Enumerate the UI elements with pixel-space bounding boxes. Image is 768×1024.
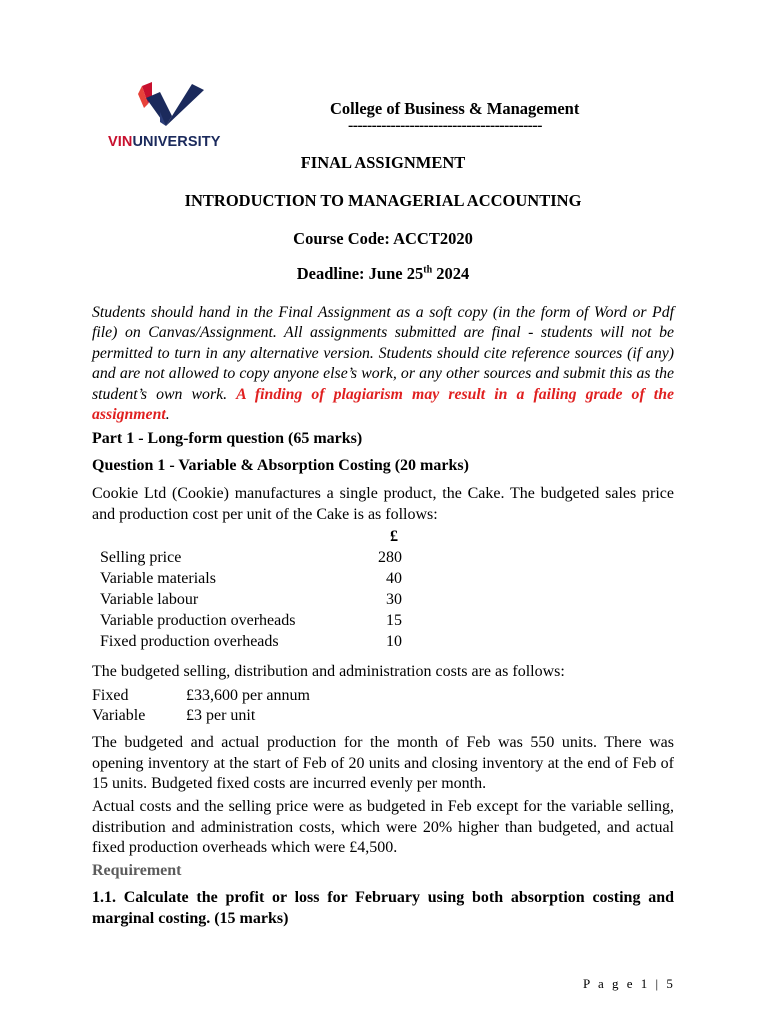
deadline-superscript: th: [423, 264, 433, 276]
deadline-suffix: 2024: [432, 264, 470, 283]
row-value: 10: [386, 633, 402, 650]
course-name: INTRODUCTION TO MANAGERIAL ACCOUNTING: [184, 191, 582, 210]
header-divider: -----------------------------------------: [348, 117, 542, 134]
assignment-title: FINAL ASSIGNMENT: [300, 153, 466, 172]
admin-costs-paragraph: The budgeted selling, distribution and administration costs are as follows:: [92, 663, 565, 680]
table-row: [100, 570, 420, 591]
row-label: Variable labour: [100, 591, 199, 608]
row-label: Selling price: [100, 549, 182, 566]
actual-costs-paragraph: Actual costs and the selling price were as budgeted in Feb except for the variable selling, distribution and administration costs, which were 20% higher than budgeted, and actual fixed production overheads which were £4,500.: [92, 798, 674, 856]
row-value: 40: [386, 570, 402, 587]
cost-key: Fixed: [92, 687, 129, 704]
row-label: Variable materials: [100, 570, 216, 587]
requirement-question: 1.1. Calculate the profit or loss for February using both absorption costing and marginal costing. (15 marks): [92, 889, 674, 927]
table-header-row: [100, 528, 420, 549]
page-number: P a g e 1 | 5: [583, 976, 676, 991]
production-paragraph: The budgeted and actual production for the month of Feb was 550 units. There was opening inventory at the start of Feb of 20 units and closing inventory at the end of Feb of 15 units. Budgeted fixed costs are incurred evenly per month.: [92, 734, 674, 792]
cost-value: £3 per unit: [186, 707, 256, 724]
plagiarism-warning: A finding of plagiarism may result in a failing grade of the assignment: [92, 385, 674, 424]
table-row: [100, 549, 420, 570]
requirement-heading: Requirement: [92, 862, 182, 879]
cost-value: £33,600 per annum: [186, 687, 310, 704]
logo-wordmark-vin: VIN: [108, 134, 133, 150]
deadline: [92, 264, 674, 284]
logo-emblem-icon: [108, 82, 230, 134]
course-code: Course Code: ACCT2020: [293, 229, 473, 248]
instructions-end: .: [165, 406, 170, 424]
table-row: [100, 612, 420, 633]
currency-header: £: [390, 528, 398, 545]
deadline-prefix: Deadline: June 25: [296, 264, 424, 283]
row-value: 280: [378, 549, 402, 566]
row-label: Fixed production overheads: [100, 633, 279, 650]
submission-instructions: [92, 303, 674, 425]
row-label: Variable production overheads: [100, 612, 296, 629]
row-value: 30: [386, 591, 402, 608]
question-heading: Question 1 - Variable & Absorption Costing (20 marks): [92, 457, 469, 474]
row-value: 15: [386, 612, 402, 629]
logo-wordmark-university: UNIVERSITY: [132, 134, 221, 150]
logo-wordmark: [108, 134, 221, 150]
cost-key: Variable: [92, 707, 146, 724]
vinuniversity-logo: [108, 82, 230, 154]
unit-cost-table: [100, 528, 420, 654]
table-row: [100, 633, 420, 654]
instructions-text: Students should hand in the Final Assignment as a soft copy (in the form of Word or Pdf file) on Canvas/Assignment. All assignments submitted are final - students will not be permitted to turn in any alternative version. Students should cite reference sources (if any) and are not allowed to copy anyone else’s work, or any other sources and submit this as the student’s own work.: [92, 304, 674, 403]
table-row: [100, 591, 420, 612]
college-name: College of Business & Management: [330, 99, 580, 118]
part-heading: Part 1 - Long-form question (65 marks): [92, 430, 363, 447]
question-intro-paragraph: Cookie Ltd (Cookie) manufactures a single product, the Cake. The budgeted sales price and production cost per unit of the Cake is as follows:: [92, 485, 674, 523]
